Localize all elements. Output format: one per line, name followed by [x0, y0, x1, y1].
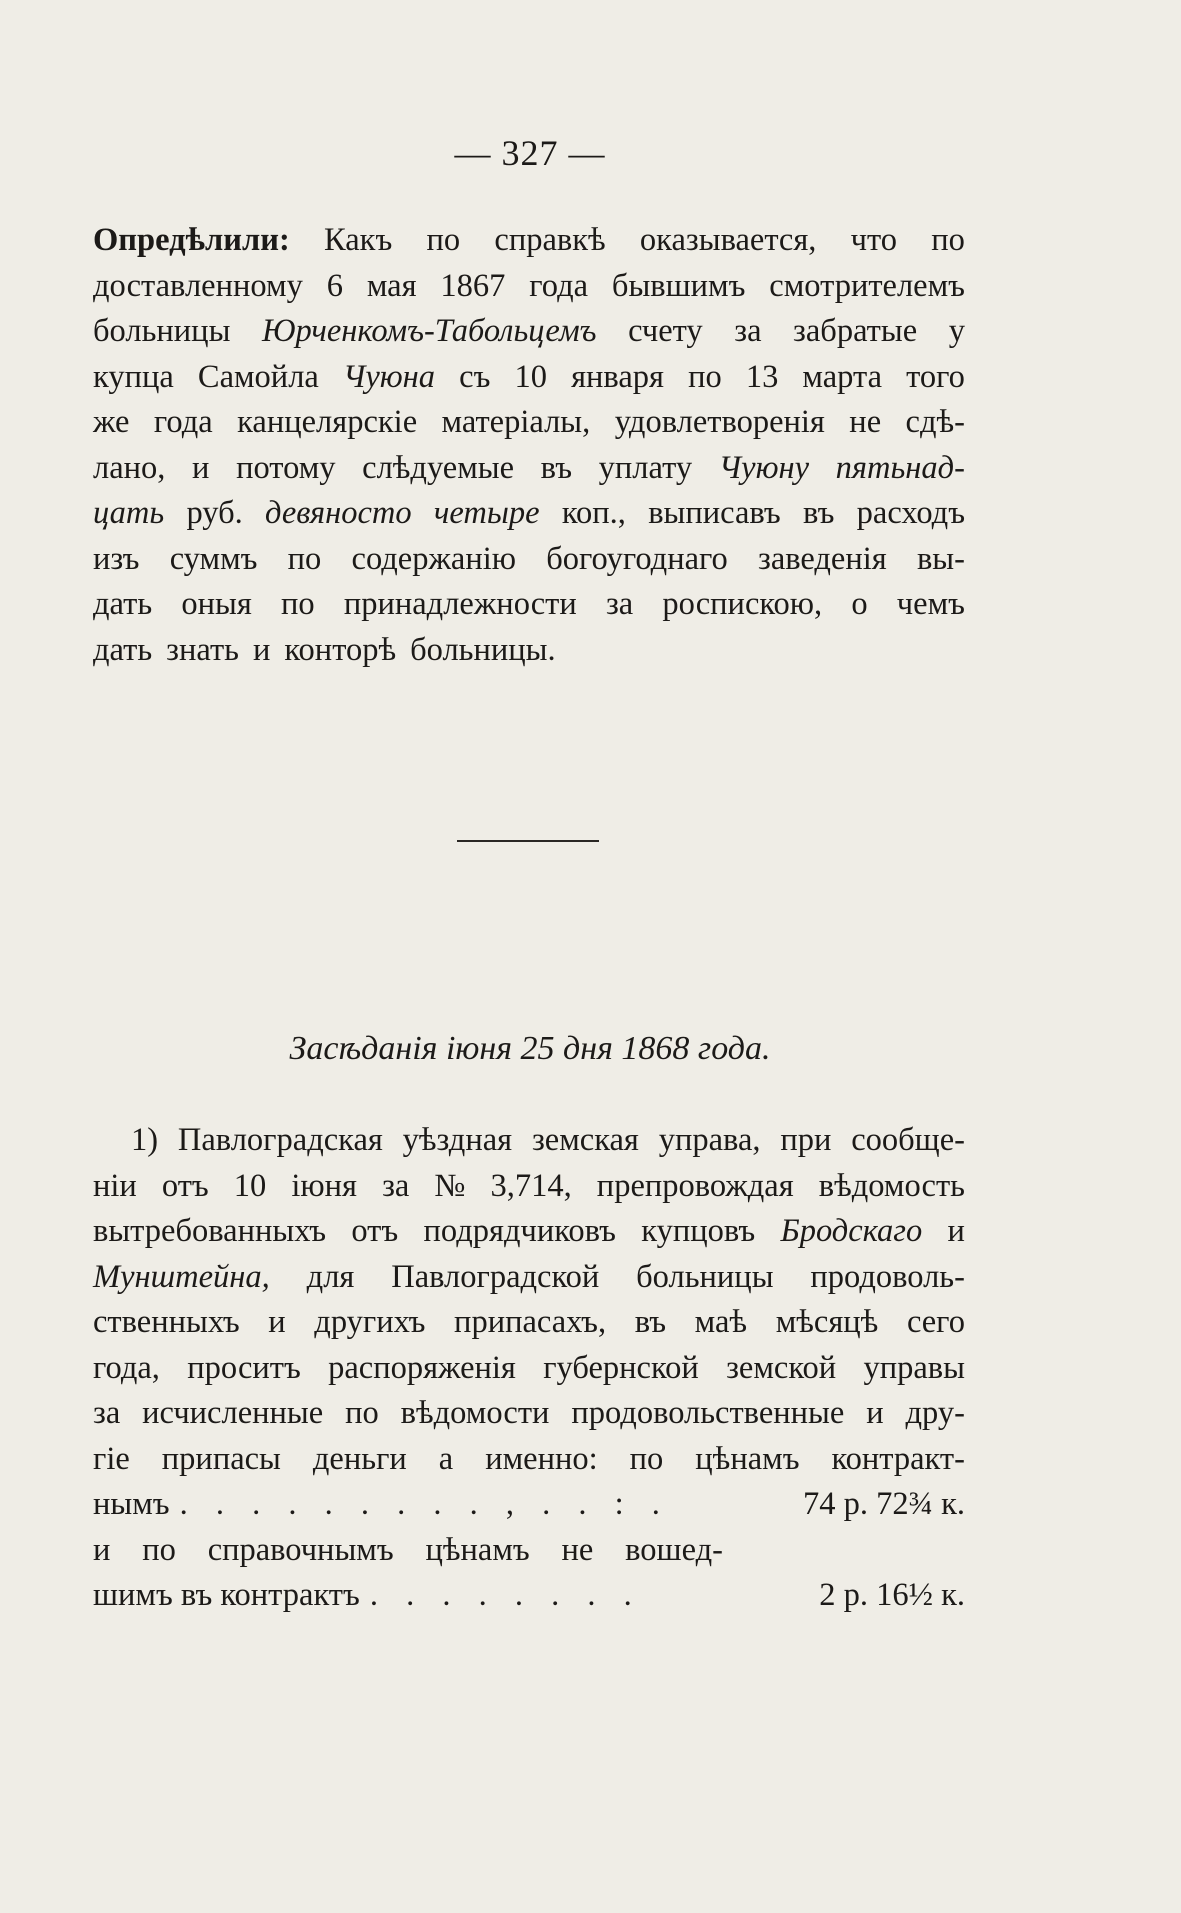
word: сего [906, 1304, 965, 1340]
word: справкѣ [494, 222, 606, 258]
text-line [93, 1346, 965, 1392]
word: января [571, 358, 664, 395]
session-heading: Засѣданія іюня 25 дня 1868 года. [289, 1030, 771, 1067]
word: Какъ [324, 222, 393, 258]
word: смотрителемъ [769, 267, 965, 304]
word: управа, [658, 1122, 761, 1158]
word: и [268, 1304, 286, 1340]
word: ніи [93, 1167, 137, 1204]
word: вы- [916, 540, 965, 577]
word: Бродскаго [780, 1213, 923, 1249]
word: цать [93, 495, 165, 531]
word: Юрченкомъ-Табольцемъ [261, 313, 597, 349]
word: Павлоградская [177, 1122, 383, 1158]
word: доставленному [93, 267, 303, 304]
word: четыре [433, 495, 540, 531]
word: уѣздная [402, 1122, 513, 1158]
word: оказывается, [639, 222, 817, 258]
word: 10 [233, 1167, 267, 1204]
word: Самойла [197, 358, 319, 395]
word: и [192, 449, 210, 486]
word: и [947, 1213, 965, 1249]
page-number: — 327 — [454, 133, 606, 173]
word: и [866, 1395, 884, 1431]
word: больницы. [410, 631, 556, 668]
word: купца [93, 358, 174, 395]
word: года [153, 404, 213, 440]
dot-leader: . . . . . . . . . , . . : . [179, 1486, 670, 1522]
word: Чуюна [342, 358, 436, 395]
amount-lines [93, 1482, 965, 1619]
text-line [93, 1209, 965, 1255]
word: не [561, 1531, 594, 1568]
word: при [780, 1122, 832, 1158]
word: выписавъ [648, 495, 781, 531]
word: Павлоградской [391, 1258, 600, 1295]
word: вѣдомости [400, 1395, 550, 1431]
word: другихъ [314, 1304, 426, 1340]
word: сдѣ- [905, 404, 965, 440]
word: іюня [291, 1167, 358, 1204]
word: больницы [93, 313, 231, 349]
text-line [93, 309, 965, 355]
text-line [93, 1528, 723, 1574]
text-line [93, 1164, 965, 1210]
word: 1) [131, 1122, 159, 1158]
word: уплату [598, 449, 693, 486]
word: справочнымъ [207, 1531, 394, 1568]
word: заведенія [757, 540, 887, 577]
word: по [142, 1531, 176, 1568]
word: же [93, 404, 130, 440]
word: матеріалы, [441, 404, 591, 440]
text-line [93, 446, 965, 492]
word: того [906, 358, 965, 395]
word: ственныхъ [93, 1304, 240, 1340]
resolution-paragraph [93, 218, 965, 673]
word: мѣсяцѣ [775, 1304, 879, 1340]
amount-rubles: 2 р. [819, 1577, 868, 1613]
word: о [851, 586, 868, 622]
word: роспискою, [662, 586, 823, 622]
text-line [93, 355, 965, 401]
word: отъ [161, 1167, 209, 1204]
word: управы [863, 1349, 965, 1386]
word: вошед- [625, 1531, 723, 1568]
text-line [93, 400, 965, 446]
amount-line-contract [93, 1482, 965, 1528]
word: за [605, 586, 634, 622]
word: знать [166, 631, 239, 668]
word: земская [531, 1122, 639, 1158]
word: за [93, 1395, 121, 1431]
word: 13 [745, 358, 779, 395]
word: отъ [351, 1213, 399, 1249]
word: земской [726, 1349, 837, 1386]
word: гіе [93, 1440, 130, 1477]
word: по [688, 358, 722, 395]
word: суммъ [169, 540, 258, 577]
word: для [306, 1258, 355, 1295]
word: бывшимъ [611, 267, 746, 304]
word: богоугоднаго [546, 540, 728, 577]
word: вѣдомость [818, 1167, 965, 1204]
text-line [93, 1118, 965, 1164]
word: коп., [561, 495, 626, 531]
word: и [253, 631, 271, 668]
dot-leader: . . . . . . . . [369, 1577, 642, 1613]
word: по [280, 586, 315, 622]
word: руб. [186, 495, 243, 531]
word: купцовъ [641, 1213, 756, 1249]
word: пятьнад- [835, 449, 965, 486]
text-line [93, 1391, 965, 1437]
word: расходъ [856, 495, 965, 531]
amount-rubles: 74 р. [802, 1486, 868, 1522]
word: дать [93, 631, 153, 668]
text-line [93, 537, 965, 583]
word: года, [93, 1349, 160, 1386]
word: маѣ [694, 1304, 748, 1340]
word: счету [628, 313, 703, 349]
word: у [948, 313, 965, 349]
text-line [93, 1255, 965, 1301]
word: по [287, 540, 322, 577]
word: что [850, 222, 898, 258]
word: и [93, 1531, 111, 1568]
word: деньги [312, 1440, 407, 1477]
word: года [529, 267, 589, 304]
word: цѣнамъ [695, 1440, 800, 1477]
word: больницы [636, 1258, 774, 1295]
word: удовлетворенія [614, 404, 825, 440]
word: мая [366, 267, 417, 304]
word: за [382, 1167, 410, 1204]
word: въ [634, 1304, 667, 1340]
amount-values [819, 1573, 965, 1619]
text-line [93, 582, 965, 628]
word: девяносто [265, 495, 412, 531]
amount-line-reference [93, 1573, 965, 1619]
text-line [93, 491, 965, 537]
amount-label: шимъ въ контрактъ [93, 1577, 360, 1613]
word: конторѣ [284, 631, 397, 668]
word: контракт- [831, 1440, 965, 1477]
word: цѣнамъ [425, 1531, 530, 1568]
word: именно: [485, 1440, 598, 1477]
word: лано, [93, 449, 166, 486]
word: содержанію [351, 540, 517, 577]
word: марта [802, 358, 883, 395]
word: вытребованныхъ [93, 1213, 327, 1249]
word: подрядчиковъ [423, 1213, 616, 1249]
word: 3,714, [490, 1167, 572, 1204]
word: въ [803, 495, 835, 531]
amount-kopecks: 16½ к. [876, 1577, 965, 1613]
word: Опредѣлили: [93, 222, 290, 258]
word: оныя [181, 586, 252, 622]
word: сообще- [851, 1122, 965, 1158]
word: по [426, 222, 461, 258]
word: Мунштейна, [93, 1258, 270, 1295]
amount-kopecks: 72¾ к. [876, 1486, 965, 1522]
text-line [93, 264, 965, 310]
word: препровождая [596, 1167, 794, 1204]
amount-label: нымъ [93, 1486, 170, 1522]
word: распоряженія [328, 1349, 516, 1386]
word: съ [459, 358, 491, 395]
word: 6 [326, 267, 343, 304]
word: по [345, 1395, 379, 1431]
word: Чуюну [718, 449, 810, 486]
text-line [93, 218, 965, 264]
word: потому [236, 449, 336, 486]
word: продовольственные [571, 1395, 845, 1431]
word: а [438, 1440, 454, 1477]
word: дру- [905, 1395, 965, 1431]
word: забратые [793, 313, 918, 349]
word: въ [540, 449, 573, 486]
word: 10 [514, 358, 547, 395]
text-line [93, 628, 965, 674]
word: припасахъ, [454, 1304, 607, 1340]
word: исчисленные [142, 1395, 324, 1431]
word: изъ [93, 540, 140, 577]
word: припасы [161, 1440, 281, 1477]
item-1-paragraph [93, 1118, 965, 1482]
text-line [93, 1437, 965, 1483]
section-divider [457, 840, 599, 842]
word: канцелярскіе [237, 404, 418, 440]
word: проситъ [187, 1349, 301, 1386]
word: 1867 [440, 267, 506, 304]
word: по [931, 222, 965, 258]
word: принадлежности [343, 586, 577, 622]
amount-values [803, 1482, 965, 1528]
word: губернской [543, 1349, 699, 1386]
word: продоволь- [810, 1258, 965, 1295]
word: дать [93, 586, 153, 622]
word: чемъ [896, 586, 965, 622]
word: по [629, 1440, 664, 1477]
word: № [434, 1167, 466, 1204]
word: не [849, 404, 882, 440]
word: за [734, 313, 762, 349]
word: слѣдуемые [362, 449, 515, 486]
text-line [93, 1300, 965, 1346]
